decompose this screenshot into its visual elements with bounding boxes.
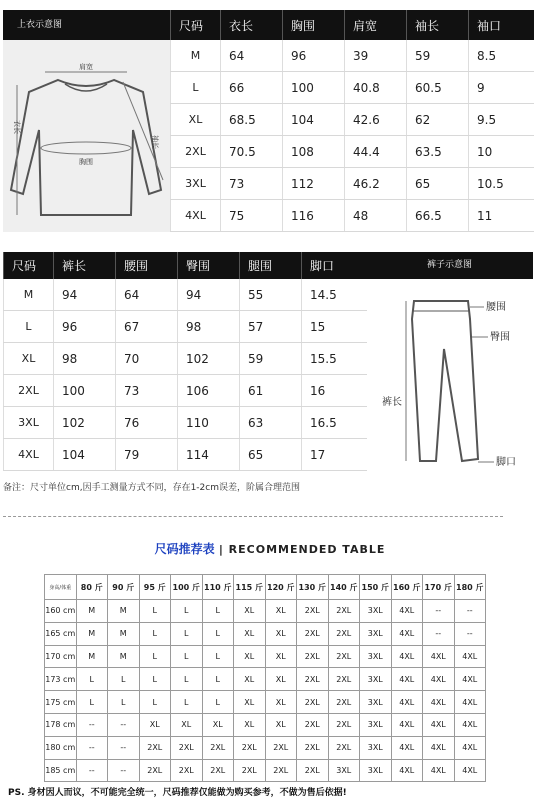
value-cell: 15.5 [302,343,367,375]
top-table-row [171,104,534,136]
recommended-size-cell: 4XL [391,713,423,736]
value-cell: 76 [116,407,178,439]
value-cell: 102 [178,343,240,375]
recommended-size-cell: 2XL [297,600,329,623]
col-chest: 胸围 [283,10,345,40]
value-cell: 64 [116,279,178,311]
recommended-size-cell: 3XL [360,645,392,668]
hem-label: 脚口 [496,457,516,468]
recommended-size-cell: 2XL [328,622,360,645]
value-cell: 10 [469,136,534,168]
shoulder-label: 肩宽 [79,63,93,71]
value-cell: 16 [302,375,367,407]
value-cell: 10.5 [469,168,534,200]
recommended-size-cell: 2XL [297,736,329,759]
recommended-size-cell: 4XL [391,691,423,714]
top-table-row [171,72,534,104]
value-cell: 11 [469,200,534,232]
recommended-size-cell: -- [108,713,140,736]
recommended-size-cell: M [76,622,108,645]
recommended-size-cell: 2XL [139,736,171,759]
value-cell: 100 [54,375,116,407]
pants-table-row [4,343,367,375]
top-size-table [170,10,534,232]
recommended-size-cell: -- [76,759,108,782]
recommended-size-cell: 4XL [423,691,455,714]
recommended-size-cell: -- [76,736,108,759]
measurement-note: 备注：尺寸单位cm,因手工测量方式不同，存在1-2cm误差，阶属合理范围 [3,483,300,493]
value-cell: 104 [54,439,116,471]
value-cell: 114 [178,439,240,471]
recommended-size-cell: XL [234,713,266,736]
height-cell: 173 cm [45,668,77,691]
value-cell: 59 [240,343,302,375]
recommended-size-cell: 2XL [297,622,329,645]
size-cell: L [171,72,221,104]
recommended-size-cell: L [139,691,171,714]
value-cell: 16.5 [302,407,367,439]
corner-label: 身高/体重 [45,575,77,600]
value-cell: 14.5 [302,279,367,311]
weight-header: 80 斤 [76,575,108,600]
recommended-size-cell: -- [454,622,486,645]
recommended-title-cn: 尺码推荐表 [154,542,215,556]
pants-diagram [366,279,533,470]
top-table-row [171,40,534,72]
ps-note: PS. 身材因人而议，不可能完全统一，尺码推荐仅能做为购买参考，不做为售后依据! [8,788,347,798]
value-cell: 57 [240,311,302,343]
col-size: 尺码 [4,252,54,279]
size-cell: 2XL [171,136,221,168]
recommended-size-cell: 4XL [454,645,486,668]
chest-label: 胸围 [79,158,93,166]
recommended-size-cell: 4XL [454,668,486,691]
recommended-size-cell: XL [171,713,203,736]
weight-header: 110 斤 [202,575,234,600]
recommended-size-cell: M [108,600,140,623]
recommended-size-cell: M [76,600,108,623]
recommended-size-cell: 2XL [234,759,266,782]
recommended-size-cell: 3XL [360,668,392,691]
recommended-size-cell: -- [423,600,455,623]
recommended-size-cell: 4XL [423,668,455,691]
value-cell: 17 [302,439,367,471]
top-table-row [171,200,534,232]
size-cell: XL [171,104,221,136]
col-sleeve: 袖长 [407,10,469,40]
recommended-table-header [45,575,486,600]
recommended-size-cell: XL [139,713,171,736]
recommended-size-cell: 4XL [391,759,423,782]
col-hip: 臀围 [178,252,240,279]
recommended-size-cell: 2XL [297,691,329,714]
recommended-size-cell: 3XL [328,759,360,782]
recommended-size-cell: 4XL [454,736,486,759]
value-cell: 106 [178,375,240,407]
weight-header: 150 斤 [360,575,392,600]
value-cell: 116 [283,200,345,232]
pants-table-row [4,407,367,439]
value-cell: 63 [240,407,302,439]
value-cell: 48 [345,200,407,232]
recommended-size-table [44,574,486,782]
recommended-size-cell: M [76,645,108,668]
size-cell: 4XL [171,200,221,232]
value-cell: 68.5 [221,104,283,136]
value-cell: 75 [221,200,283,232]
weight-header: 115 斤 [234,575,266,600]
recommended-size-cell: 4XL [391,645,423,668]
recommended-size-cell: 4XL [391,622,423,645]
height-cell: 160 cm [45,600,77,623]
top-table-header [171,10,534,40]
recommended-size-cell: 2XL [328,691,360,714]
recommended-size-cell: 3XL [360,759,392,782]
value-cell: 102 [54,407,116,439]
recommended-size-cell: 2XL [328,645,360,668]
value-cell: 61 [240,375,302,407]
recommended-size-cell: L [171,600,203,623]
value-cell: 40.8 [345,72,407,104]
size-cell: 3XL [4,407,54,439]
weight-header: 120 斤 [265,575,297,600]
value-cell: 65 [240,439,302,471]
recommended-size-cell: 2XL [328,668,360,691]
pants-table-row [4,279,367,311]
recommended-size-cell: 4XL [391,668,423,691]
recommended-size-cell: 2XL [265,759,297,782]
recommended-size-cell: 2XL [265,736,297,759]
recommended-size-cell: L [202,622,234,645]
col-cuff: 袖口 [469,10,534,40]
value-cell: 98 [54,343,116,375]
height-cell: 178 cm [45,713,77,736]
value-cell: 100 [283,72,345,104]
recommended-size-cell: XL [265,645,297,668]
size-cell: M [4,279,54,311]
value-cell: 70 [116,343,178,375]
value-cell: 62 [407,104,469,136]
recommended-size-cell: L [108,691,140,714]
height-cell: 180 cm [45,736,77,759]
top-illustration-panel [3,10,170,232]
waist-label: 腰围 [486,302,506,313]
value-cell: 60.5 [407,72,469,104]
recommended-row [45,759,486,782]
pants-table-row [4,375,367,407]
value-cell: 98 [178,311,240,343]
recommended-size-cell: 2XL [171,736,203,759]
height-cell: 165 cm [45,622,77,645]
recommended-size-cell: 2XL [297,759,329,782]
value-cell: 9.5 [469,104,534,136]
value-cell: 66.5 [407,200,469,232]
recommended-size-cell: L [171,668,203,691]
col-size: 尺码 [171,10,221,40]
recommended-size-cell: 2XL [171,759,203,782]
recommended-size-cell: L [76,668,108,691]
recommended-size-cell: -- [76,713,108,736]
value-cell: 8.5 [469,40,534,72]
recommended-size-cell: 4XL [454,713,486,736]
recommended-size-cell: 4XL [423,759,455,782]
height-cell: 170 cm [45,645,77,668]
weight-header: 160 斤 [391,575,423,600]
pants-table-row [4,311,367,343]
recommended-size-cell: 2XL [328,736,360,759]
value-cell: 94 [54,279,116,311]
size-cell: 3XL [171,168,221,200]
value-cell: 42.6 [345,104,407,136]
size-cell: 2XL [4,375,54,407]
size-cell: 4XL [4,439,54,471]
weight-header: 130 斤 [297,575,329,600]
col-shoulder: 肩宽 [345,10,407,40]
recommended-size-cell: 2XL [297,645,329,668]
recommended-size-cell: 3XL [360,622,392,645]
pants-size-section [3,252,533,470]
recommended-row [45,600,486,623]
recommended-size-cell: XL [265,691,297,714]
top-size-section [3,10,533,232]
col-length: 衣长 [221,10,283,40]
value-cell: 39 [345,40,407,72]
col-pants-length: 裤长 [54,252,116,279]
value-cell: 79 [116,439,178,471]
recommended-size-cell: XL [265,600,297,623]
recommended-size-cell: L [139,622,171,645]
value-cell: 94 [178,279,240,311]
pants-illustration-title: 裤子示意图 [366,252,533,279]
weight-header: 95 斤 [139,575,171,600]
value-cell: 46.2 [345,168,407,200]
recommended-size-cell: 3XL [360,713,392,736]
weight-header: 140 斤 [328,575,360,600]
shirt-diagram [3,40,170,232]
recommended-size-cell: L [171,645,203,668]
recommended-size-cell: 2XL [297,668,329,691]
recommended-size-cell: L [139,600,171,623]
col-hem: 脚口 [302,252,367,279]
recommended-title: 尺码推荐表 | RECOMMENDED TABLE [154,542,386,556]
recommended-size-cell: XL [265,668,297,691]
recommended-size-cell: XL [234,668,266,691]
recommended-size-cell: -- [454,600,486,623]
recommended-size-cell: 2XL [328,713,360,736]
recommended-size-cell: XL [265,713,297,736]
recommended-size-cell: L [202,668,234,691]
recommended-size-cell: XL [234,600,266,623]
pants-illustration-panel [366,252,533,470]
recommended-size-cell: XL [234,691,266,714]
recommended-title-en: RECOMMENDED TABLE [228,543,386,556]
recommended-size-cell: 2XL [202,736,234,759]
col-waist: 腰围 [116,252,178,279]
value-cell: 9 [469,72,534,104]
recommended-size-cell: 4XL [454,691,486,714]
recommended-size-cell: L [202,645,234,668]
col-thigh: 腿围 [240,252,302,279]
recommended-size-cell: 3XL [360,736,392,759]
recommended-size-cell: -- [108,736,140,759]
height-cell: 175 cm [45,691,77,714]
recommended-row [45,713,486,736]
value-cell: 67 [116,311,178,343]
value-cell: 63.5 [407,136,469,168]
recommended-row [45,691,486,714]
weight-header: 100 斤 [171,575,203,600]
recommended-size-cell: XL [202,713,234,736]
sleeve-label: 袖长 [151,135,159,149]
recommended-row [45,736,486,759]
top-table-row [171,136,534,168]
recommended-size-cell: XL [234,645,266,668]
length-label: 衣长 [13,120,21,134]
recommended-size-cell: -- [423,622,455,645]
recommended-size-cell: 4XL [423,736,455,759]
recommended-size-cell: 4XL [391,736,423,759]
recommended-size-cell: 4XL [391,600,423,623]
recommended-row [45,668,486,691]
recommended-size-cell: L [202,600,234,623]
height-cell: 185 cm [45,759,77,782]
recommended-size-cell: L [171,691,203,714]
recommended-size-cell: XL [234,622,266,645]
value-cell: 66 [221,72,283,104]
recommended-size-cell: L [108,668,140,691]
recommended-size-cell: L [76,691,108,714]
top-table-row [171,168,534,200]
recommended-row [45,622,486,645]
recommended-size-cell: 4XL [423,645,455,668]
recommended-size-cell: M [108,645,140,668]
recommended-size-cell: 2XL [139,759,171,782]
recommended-size-cell: 2XL [234,736,266,759]
value-cell: 108 [283,136,345,168]
size-cell: XL [4,343,54,375]
value-cell: 112 [283,168,345,200]
weight-header: 90 斤 [108,575,140,600]
value-cell: 70.5 [221,136,283,168]
recommended-row [45,645,486,668]
value-cell: 15 [302,311,367,343]
recommended-size-cell: L [139,645,171,668]
recommended-size-cell: L [171,622,203,645]
pants-table-row [4,439,367,471]
recommended-size-cell: 4XL [423,713,455,736]
value-cell: 64 [221,40,283,72]
value-cell: 73 [116,375,178,407]
recommended-size-cell: L [139,668,171,691]
value-cell: 55 [240,279,302,311]
pants-table-header [4,252,367,279]
section-divider [3,516,503,517]
top-illustration-title: 上衣示意图 [3,10,170,40]
recommended-size-cell: 4XL [454,759,486,782]
size-cell: L [4,311,54,343]
value-cell: 59 [407,40,469,72]
value-cell: 110 [178,407,240,439]
pants-length-label: 裤长 [382,397,402,408]
recommended-size-cell: M [108,622,140,645]
recommended-size-cell: -- [108,759,140,782]
weight-header: 180 斤 [454,575,486,600]
recommended-size-cell: 2XL [328,600,360,623]
value-cell: 96 [283,40,345,72]
pants-size-table [3,252,367,471]
hip-label: 臀围 [490,332,510,343]
recommended-size-cell: 3XL [360,691,392,714]
value-cell: 104 [283,104,345,136]
recommended-size-cell: 2XL [202,759,234,782]
recommended-size-cell: 3XL [360,600,392,623]
value-cell: 65 [407,168,469,200]
recommended-size-cell: 2XL [297,713,329,736]
value-cell: 44.4 [345,136,407,168]
value-cell: 73 [221,168,283,200]
recommended-size-cell: L [202,691,234,714]
weight-header: 170 斤 [423,575,455,600]
recommended-size-cell: XL [265,622,297,645]
size-cell: M [171,40,221,72]
value-cell: 96 [54,311,116,343]
